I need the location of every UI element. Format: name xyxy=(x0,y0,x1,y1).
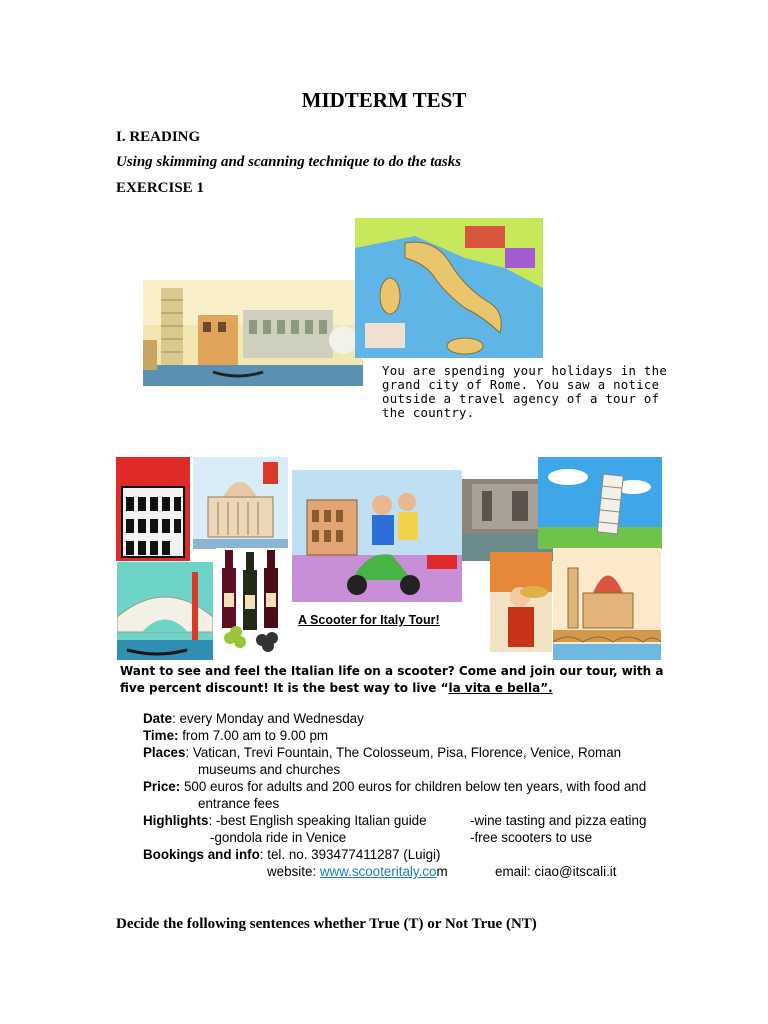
website-link[interactable]: www.scooteritaly.co xyxy=(319,864,437,879)
highlights-label: Highlights xyxy=(143,813,209,828)
places-label: Places xyxy=(143,745,186,760)
italy-map-image xyxy=(355,218,543,358)
time-label: Time: xyxy=(143,728,179,743)
highlights-row-2 xyxy=(143,829,703,846)
price-value: 500 euros for adults and 200 euros for children below ten years, with food and xyxy=(180,779,647,794)
time-row xyxy=(143,727,703,744)
intro-note: You are spending your holidays in the grand city of Rome. You saw a notice outside a travel agency of a tour of the country. xyxy=(382,364,668,420)
instruction-text: Using skimming and scanning technique to do the tasks xyxy=(116,154,462,170)
ad-title: A Scooter for Italy Tour! xyxy=(298,613,440,627)
colosseum-image xyxy=(116,457,190,561)
page-title: MIDTERM TEST xyxy=(301,88,467,112)
date-value: : every Monday and Wednesday xyxy=(172,711,364,726)
highlight-4: -free scooters to use xyxy=(470,830,593,845)
highlights-row xyxy=(143,812,703,829)
places-row xyxy=(143,744,703,761)
vatican-image xyxy=(193,457,288,549)
email-text: email: ciao@itscali.it xyxy=(495,864,617,879)
website-row xyxy=(143,863,703,880)
tour-details xyxy=(143,710,703,880)
bookings-row xyxy=(143,846,703,863)
rialto-image xyxy=(117,562,213,660)
invite-end: ”. xyxy=(540,681,553,695)
places-value: : Vatican, Trevi Fountain, The Colosseum, Pisa, Florence, Venice, Roman xyxy=(185,745,622,760)
highlight-3: -gondola ride in Venice xyxy=(210,830,347,845)
highlight-2: -wine tasting and pizza eating xyxy=(470,813,647,828)
date-row xyxy=(143,710,703,727)
rome-collage-image xyxy=(143,280,363,386)
date-label: Date xyxy=(143,711,173,726)
bookings-label: Bookings and info xyxy=(143,847,260,862)
ad-invite xyxy=(120,663,680,697)
places-cont: museums and churches xyxy=(198,762,341,777)
wine-image xyxy=(216,548,288,654)
price-label: Price: xyxy=(143,779,181,794)
highlight-1: : -best English speaking Italian guide xyxy=(208,813,427,828)
website-tail: m xyxy=(436,864,448,879)
scooter-image xyxy=(292,470,462,602)
section-heading: I. READING xyxy=(116,129,201,145)
bookings-value: : tel. no. 393477411287 (Luigi) xyxy=(259,847,441,862)
price-cont: entrance fees xyxy=(198,796,280,811)
task-instruction: Decide the following sentences whether True (T) or Not True (NT) xyxy=(116,916,537,932)
time-value: from 7.00 am to 9.00 pm xyxy=(178,728,329,743)
exercise-heading: EXERCISE 1 xyxy=(116,180,204,196)
price-row xyxy=(143,778,703,795)
florence-image xyxy=(553,548,661,660)
pisa-image xyxy=(538,457,662,549)
pizza-image xyxy=(490,552,552,652)
invite-phrase: la vita e bella xyxy=(448,681,541,695)
invite-text: Want to see and feel the Italian life on a scooter? Come and join our tour, with a five percent discount! It is the best way to live “ xyxy=(120,664,664,695)
website-label: website: xyxy=(267,864,320,879)
